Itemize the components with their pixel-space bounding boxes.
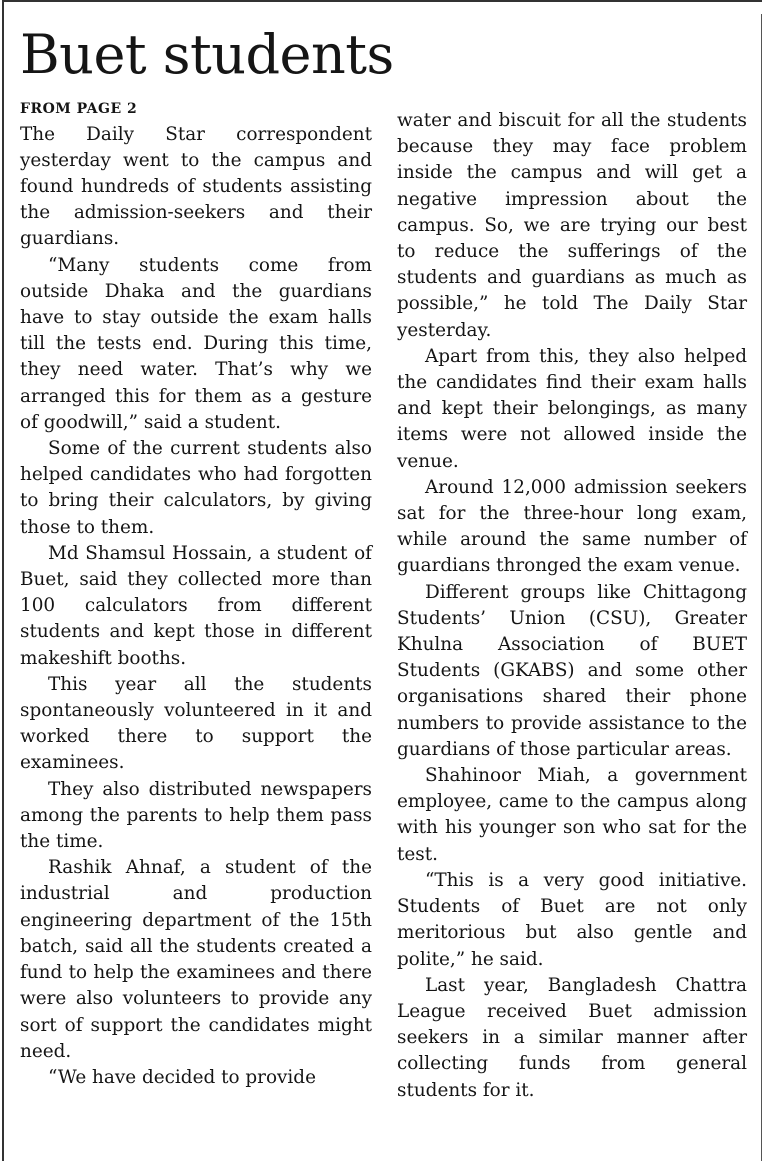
article-paragraph: Shahinoor Miah, a government employee, came to the campus along with his younger son who sat for the test.: [397, 765, 747, 865]
right-column: [397, 108, 747, 1104]
article-paragraph: Some of the current students also helped candidates who had forgotten to bring their calculators, by giving those to them.: [20, 438, 372, 538]
article-paragraph: “Many students come from outside Dhaka and the guardians have to stay outside the exam halls till the tests end. During this time, they need water. That’s why we arranged this for them as a gesture of goodwill,” said a student.: [20, 254, 372, 433]
article-paragraph: Rashik Ahnaf, a student of the industrial and production engineering department of the 15th batch, said all the students created a fund to help the examinees and there were also volunteers to provide any sort of support the candidates might need.: [20, 857, 372, 1062]
left-column-body: [20, 122, 372, 1092]
article-paragraph: The Daily Star correspondent yesterday went to the campus and found hundreds of students assisting the admission-seekers and their guardians.: [20, 123, 372, 250]
clipping-top-border: [2, 0, 762, 2]
right-column-body: [397, 108, 747, 1104]
article-paragraph: “We have decided to provide: [48, 1066, 316, 1088]
article-paragraph: Around 12,000 admission seekers sat for the three-hour long exam, while around the same number of guardians thronged the exam venue.: [397, 476, 747, 577]
article-paragraph: Md Shamsul Hossain, a student of Buet, said they collected more than 100 calculators from different students and kept those in different makeshift booths.: [20, 542, 372, 669]
column-rule-right: [761, 14, 762, 1161]
article-paragraph: Apart from this, they also helped the candidates find their exam halls and kept their belongings, as many items were not allowed inside the venue.: [397, 345, 747, 472]
article-paragraph: Last year, Bangladesh Chattra League received Buet admission seekers in a similar manner after collecting funds from general students for it.: [397, 974, 747, 1101]
jump-label: FROM PAGE 2: [20, 101, 138, 117]
headline: Buet students: [20, 23, 394, 86]
left-column: [20, 100, 372, 1091]
article-paragraph: Different groups like Chittagong Students’ Union (CSU), Greater Khulna Association of BUET Students (GKABS) and some other organisations shared their phone numbers to provide assistance to the guardians of those particular areas.: [397, 581, 747, 760]
article-paragraph: They also distributed newspapers among the parents to help them pass the time.: [20, 778, 372, 853]
article-paragraph: water and biscuit for all the students because they may face problem inside the campus and will get a negative impression about the campus. So, we are trying our best to reduce the sufferings of the students and guardians as much as possible,” he told The Daily Star yesterday.: [397, 110, 747, 341]
clipping-left-border: [2, 0, 4, 1161]
article-paragraph: “This is a very good initiative. Students of Buet are not only meritorious but also gentle and polite,” he said.: [397, 869, 747, 970]
article-paragraph: This year all the students spontaneously volunteered in it and worked there to support the examinees.: [20, 673, 372, 774]
